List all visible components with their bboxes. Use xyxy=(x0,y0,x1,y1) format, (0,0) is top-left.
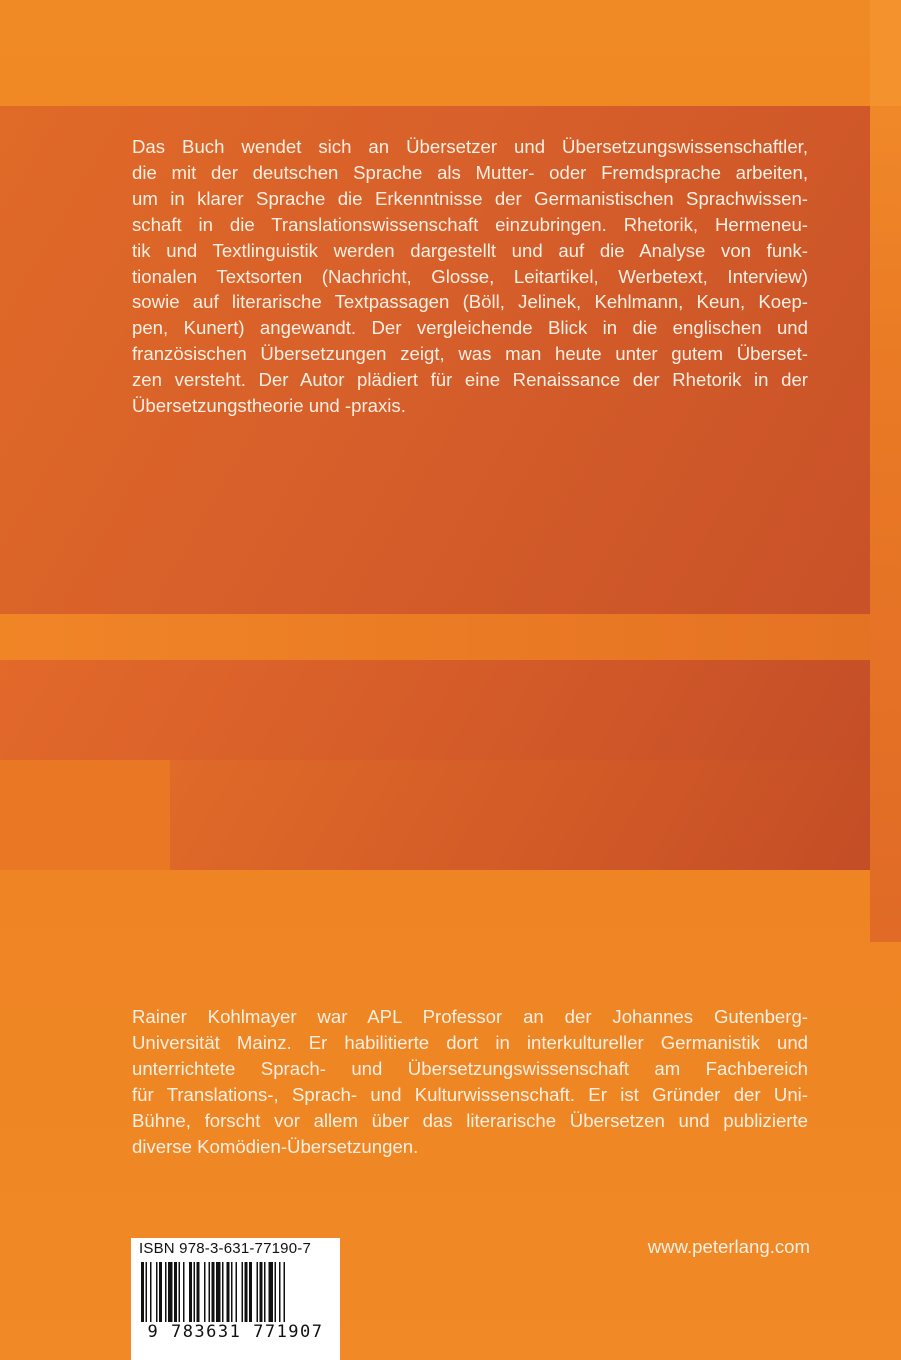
bio-line: Bühne, forscht vor allem über das literarische Übersetzen und publizierte xyxy=(132,1109,808,1131)
barcode-bar xyxy=(236,1262,238,1322)
barcode-bar xyxy=(222,1262,224,1322)
barcode-bar xyxy=(245,1262,248,1322)
barcode-bar xyxy=(242,1262,244,1322)
barcode-bar xyxy=(156,1262,158,1322)
barcode-bar xyxy=(284,1262,286,1322)
blurb-line: Das Buch wendet sich an Übersetzer und Übersetzungswissenschaftler, xyxy=(132,136,808,157)
right-strip-top xyxy=(870,0,901,106)
author-bio xyxy=(132,1004,808,1159)
barcode-bar xyxy=(179,1262,181,1322)
barcode-bar xyxy=(216,1262,221,1322)
barcode-bar xyxy=(212,1262,215,1322)
barcode-bar xyxy=(189,1262,192,1322)
barcode-bar xyxy=(197,1262,200,1322)
barcode-bar xyxy=(249,1262,252,1322)
lower-left-block xyxy=(0,760,170,870)
barcode-bar xyxy=(264,1262,266,1322)
bio-line: unterrichtete Sprach- und Übersetzungswissenschaft am Fachbereich xyxy=(132,1057,808,1079)
bio-line: für Translations-, Sprach- und Kulturwissenschaft. Er ist Gründer der Uni- xyxy=(132,1083,808,1105)
barcode-bar xyxy=(257,1262,259,1322)
bio-line: Universität Mainz. Er habilitierte dort in interkultureller Germanistik und xyxy=(132,1031,808,1053)
blurb-line: zen versteht. Der Autor plädiert für eine Renaissance der Rhetorik in der xyxy=(132,369,808,391)
publisher-url[interactable]: www.peterlang.com xyxy=(647,1236,810,1257)
barcode-bar xyxy=(209,1262,211,1322)
barcode-bar xyxy=(183,1262,185,1322)
barcode-bar xyxy=(279,1262,281,1322)
blurb-line: pen, Kunert) angewandt. Der vergleichende Blick in die englischen und xyxy=(132,317,808,339)
blurb-line: um in klarer Sprache die Erkenntnisse der Germanistischen Sprachwissen- xyxy=(132,187,808,209)
barcode-bar xyxy=(168,1262,173,1322)
barcode-bar xyxy=(260,1262,263,1322)
barcode-bar xyxy=(194,1262,196,1322)
lower-dark-panel xyxy=(0,660,901,760)
barcode-icon xyxy=(141,1262,333,1322)
right-strip xyxy=(870,0,901,942)
barcode-bar xyxy=(174,1262,177,1322)
middle-band xyxy=(0,614,901,660)
barcode-bar xyxy=(204,1262,206,1322)
blurb-line: Übersetzungstheorie und -praxis. xyxy=(132,395,406,417)
blurb-line: schaft in die Translationswissenschaft einzubringen. Rhetorik, Hermeneu- xyxy=(132,213,808,235)
barcode-bar xyxy=(227,1262,230,1322)
isbn-barcode-box xyxy=(131,1238,340,1360)
barcode-bar xyxy=(146,1262,148,1322)
barcode-digits: 9 783631 771907 xyxy=(147,1322,324,1342)
lower-dark-panel-2 xyxy=(170,760,901,870)
blurb-line: die mit der deutschen Sprache als Mutter- oder Fremdsprache arbeiten, xyxy=(132,161,808,183)
blurb-line: tik und Textlinguistik werden dargestellt und auf die Analyse von funk- xyxy=(132,239,808,261)
barcode-bar xyxy=(269,1262,274,1322)
blurb-line: tionalen Textsorten (Nachricht, Glosse, Leitartikel, Werbetext, Interview) xyxy=(132,265,808,287)
bio-line: Rainer Kohlmayer war APL Professor an der Johannes Gutenberg- xyxy=(132,1006,808,1027)
barcode-bar xyxy=(159,1262,162,1322)
barcode-bar xyxy=(150,1262,152,1322)
barcode-bar xyxy=(165,1262,167,1322)
isbn-label: ISBN 978-3-631-77190-7 xyxy=(139,1240,312,1257)
barcode-bar xyxy=(141,1262,144,1322)
blurb-line: sowie auf literarische Textpassagen (Böll, Jelinek, Kehlmann, Keun, Koep- xyxy=(132,291,808,313)
blurb-line: französischen Übersetzungen zeigt, was man heute unter gutem Überset- xyxy=(132,343,808,365)
bio-line: diverse Komödien-Übersetzungen. xyxy=(132,1135,419,1157)
book-blurb xyxy=(132,134,808,419)
barcode-bar xyxy=(275,1262,277,1322)
barcode-bar xyxy=(231,1262,233,1322)
